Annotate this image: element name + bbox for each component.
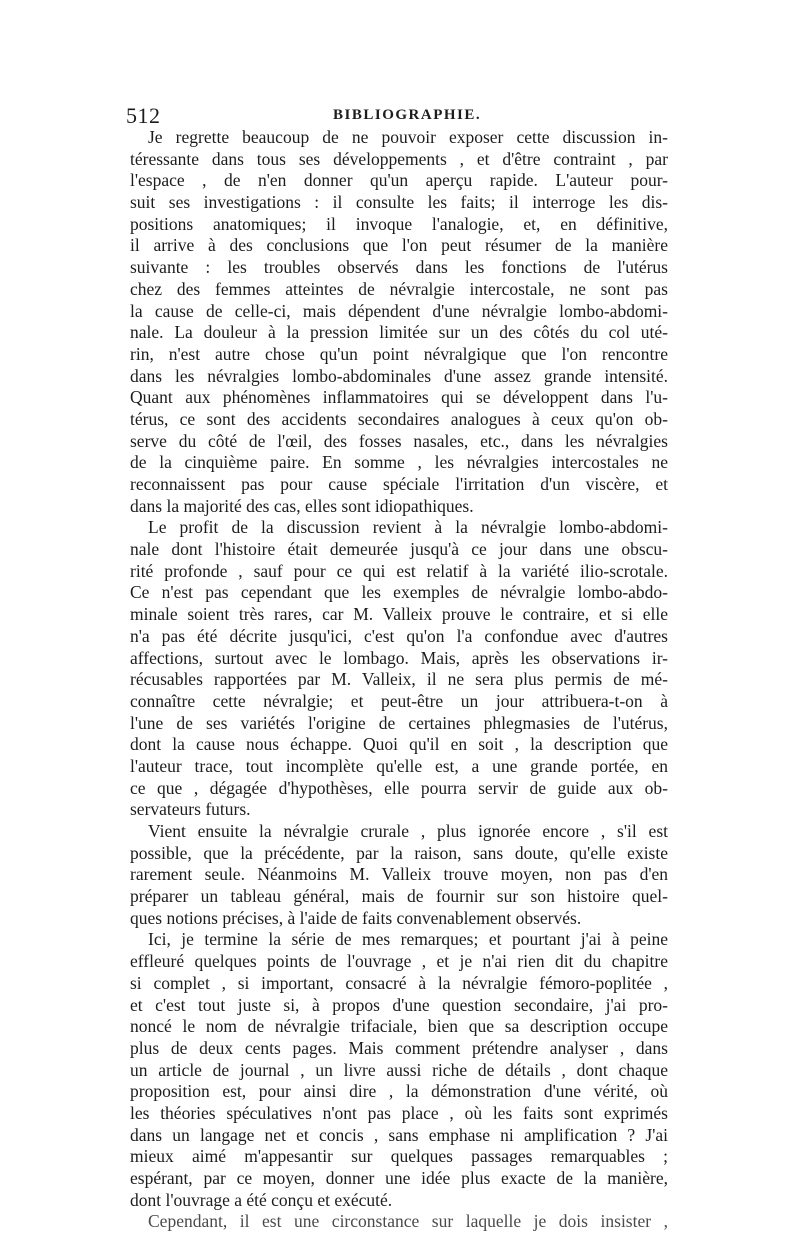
text-line: si complet , si important, consacré à la névralgie fémoro-poplitée ,: [130, 972, 668, 993]
text-line: effleuré quelques points de l'ouvrage , et je n'ai rien dit du chapitre: [130, 951, 668, 972]
text-line: téressante dans tous ses développements , et d'être contraint , par: [130, 148, 668, 169]
text-line: proposition est, pour ainsi dire , la démonstration d'une vérité, où: [130, 1081, 668, 1102]
running-head: BIBLIOGRAPHIE.: [333, 107, 482, 123]
text-line: dans les névralgies lombo-abdominales d'une assez grande intensité.: [130, 365, 668, 386]
text-line: un article de journal , un livre aussi riche de détails , dont chaque: [130, 1059, 668, 1080]
body-text: [130, 127, 668, 1233]
text-line: dans un langage net et concis , sans emphase ni amplification ? J'ai: [130, 1124, 668, 1145]
text-line: nale. La douleur à la pression limitée sur un des côtés du col uté-: [130, 322, 668, 343]
text-line: rarement seule. Néanmoins M. Valleix trouve moyen, non pas d'en: [130, 864, 668, 885]
text-line: et c'est tout juste si, à propos d'une question secondaire, j'ai pro-: [130, 994, 668, 1015]
text-line: ques notions précises, à l'aide de faits convenablement observés.: [130, 907, 582, 928]
text-line: Le profit de la discussion revient à la névralgie lombo-abdomi-: [148, 517, 668, 538]
text-line: dont la cause nous échappe. Quoi qu'il en soit , la description que: [130, 734, 668, 755]
text-line: ce que , dégagée d'hypothèses, elle pourra servir de guide aux ob-: [130, 777, 668, 798]
text-line: il arrive à des conclusions que l'on peut résumer de la manière: [130, 235, 668, 256]
text-line: la cause de celle-ci, mais dépendent d'une névralgie lombo-abdomi-: [130, 300, 668, 321]
text-line: plus de deux cents pages. Mais comment prétendre analyser , dans: [130, 1037, 668, 1058]
text-line: possible, que la précédente, par la raison, sans doute, qu'elle existe: [130, 842, 668, 863]
text-line: Cependant, il est une circonstance sur laquelle je dois insister ,: [148, 1211, 668, 1232]
text-line: dans la majorité des cas, elles sont idiopathiques.: [130, 495, 474, 516]
text-line: affections, surtout avec le lombago. Mais, après les observations ir-: [130, 647, 668, 668]
text-line: connaître cette névralgie; et peut-être un jour attribuera-t-on à: [130, 690, 668, 711]
text-line: n'a pas été décrite jusqu'ici, c'est qu'on l'a confondue avec d'autres: [130, 625, 668, 646]
text-line: serve du côté de l'œil, des fosses nasales, etc., dans les névralgies: [130, 430, 668, 451]
text-line: de la cinquième paire. En somme , les névralgies intercostales ne: [130, 452, 668, 473]
text-line: térus, ce sont des accidents secondaires analogues à ceux qu'on ob-: [130, 408, 668, 429]
text-line: rité profonde , sauf pour ce qui est relatif à la variété ilio-scrotale.: [130, 560, 668, 581]
text-line: mieux aimé m'appesantir sur quelques passages remarquables ;: [130, 1146, 668, 1167]
text-line: servateurs futurs.: [130, 799, 251, 820]
text-line: l'espace , de n'en donner qu'un aperçu rapide. L'auteur pour-: [130, 170, 668, 191]
text-line: chez des femmes atteintes de névralgie intercostale, ne sont pas: [130, 278, 668, 299]
text-line: noncé le nom de névralgie trifaciale, bien que sa description occupe: [130, 1016, 668, 1037]
text-line: les théories spéculatives n'ont pas place , où les faits sont exprimés: [130, 1102, 668, 1123]
text-line: Ici, je termine la série de mes remarques; et pourtant j'ai à peine: [148, 929, 668, 950]
text-line: préparer un tableau général, mais de fournir sur son histoire quel-: [130, 886, 668, 907]
text-line: Je regrette beaucoup de ne pouvoir exposer cette discussion in-: [148, 127, 668, 147]
text-line: suit ses investigations : il consulte les faits; il interroge les dis-: [130, 192, 668, 213]
text-line: espérant, par ce moyen, donner une idée plus exacte de la manière,: [130, 1168, 668, 1188]
text-line: nale dont l'histoire était demeurée jusqu'à ce jour dans une obscu-: [130, 539, 668, 560]
text-line: minale soient très rares, car M. Valleix prouve le contraire, et si elle: [130, 604, 668, 625]
text-line: dont l'ouvrage a été conçu et exécuté.: [130, 1189, 393, 1210]
text-line: Ce n'est pas cependant que les exemples de névralgie lombo-abdo-: [130, 582, 668, 603]
text-line: reconnaissent pas pour cause spéciale l'irritation d'un viscère, et: [130, 474, 668, 494]
page-number: 512: [126, 103, 161, 128]
text-line: Quant aux phénomènes inflammatoires qui se développent dans l'u-: [130, 387, 668, 408]
text-line: récusables rapportées par M. Valleix, il ne sera plus permis de mé-: [130, 669, 668, 690]
text-line: positions anatomiques; il invoque l'analogie, et, en définitive,: [130, 213, 668, 234]
text-line: l'une de ses variétés l'origine de certaines phlegmasies de l'utérus,: [130, 712, 668, 733]
text-line: rin, n'est autre chose qu'un point névralgique que l'on rencontre: [130, 343, 668, 364]
text-line: suivante : les troubles observés dans les fonctions de l'utérus: [130, 257, 668, 278]
text-line: l'auteur trace, tout incomplète qu'elle est, a une grande portée, en: [130, 755, 668, 776]
text-line: Vient ensuite la névralgie crurale , plus ignorée encore , s'il est: [148, 821, 668, 841]
